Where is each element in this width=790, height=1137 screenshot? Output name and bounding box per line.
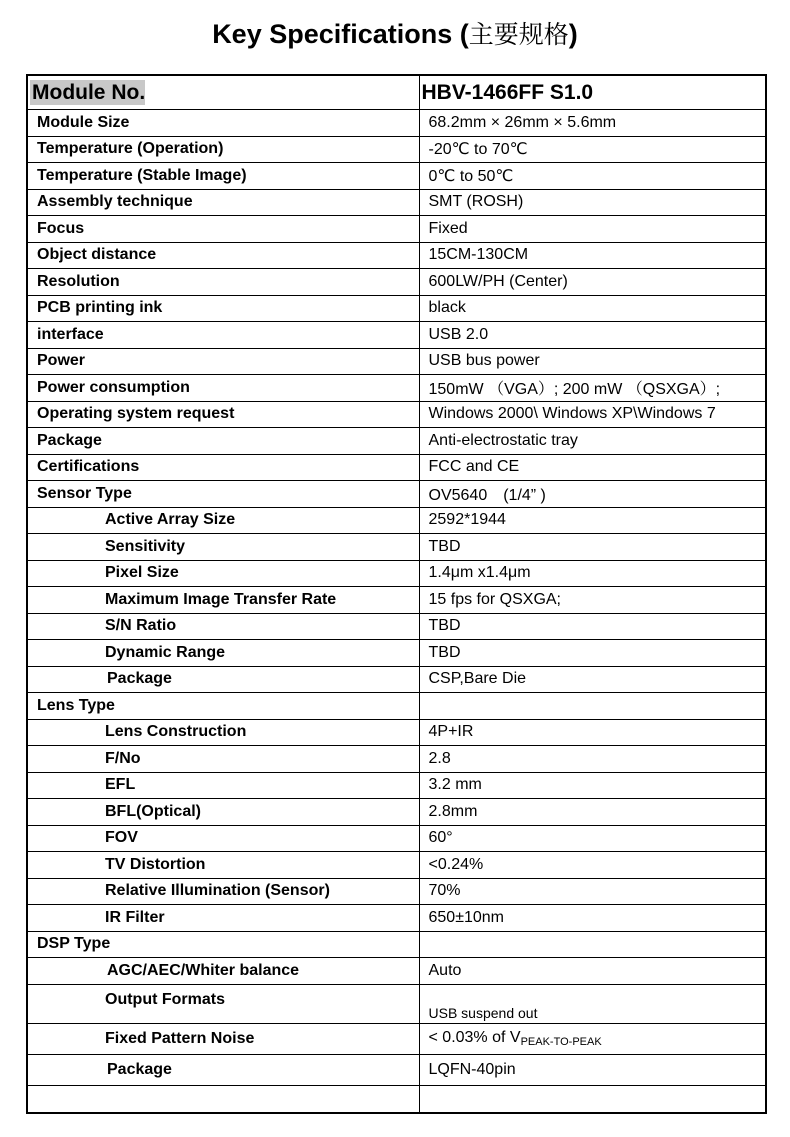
- row-label: Maximum Image Transfer Rate: [27, 587, 419, 614]
- row-label: FOV: [27, 825, 419, 852]
- empty-cell: [419, 1085, 766, 1113]
- row-value: 0℃ to 50℃: [419, 163, 766, 190]
- row-value: 1.4μm x1.4μm: [419, 560, 766, 587]
- row-label: Output Formats: [27, 984, 419, 1023]
- row-value: 68.2mm × 26mm × 5.6mm: [419, 110, 766, 137]
- table-row: [27, 878, 766, 905]
- table-row: [27, 640, 766, 667]
- row-value: -20℃ to 70℃: [419, 136, 766, 163]
- row-label: AGC/AEC/Whiter balance: [27, 958, 419, 985]
- table-row: [27, 110, 766, 137]
- row-label: Certifications: [27, 454, 419, 481]
- table-row: [27, 136, 766, 163]
- row-value: Auto: [419, 958, 766, 985]
- table-row: [27, 295, 766, 322]
- table-row: [27, 401, 766, 428]
- row-value: TBD: [419, 534, 766, 561]
- row-value: black: [419, 295, 766, 322]
- row-label: Temperature (Stable Image): [27, 163, 419, 190]
- row-label: Fixed Pattern Noise: [27, 1023, 419, 1054]
- row-label: EFL: [27, 772, 419, 799]
- row-value: [419, 693, 766, 720]
- row-value: TBD: [419, 640, 766, 667]
- table-row: [27, 719, 766, 746]
- table-row: [27, 481, 766, 508]
- table-row: [27, 825, 766, 852]
- row-label: Module Size: [27, 110, 419, 137]
- row-label: Dynamic Range: [27, 640, 419, 667]
- table-row: [27, 534, 766, 561]
- table-row: [27, 613, 766, 640]
- row-label: Lens Construction: [27, 719, 419, 746]
- row-label: Object distance: [27, 242, 419, 269]
- table-row: [27, 852, 766, 879]
- row-value: 70%: [419, 878, 766, 905]
- table-row: [27, 163, 766, 190]
- row-value: USB 2.0: [419, 322, 766, 349]
- row-value: Fixed: [419, 216, 766, 243]
- row-value: 60°: [419, 825, 766, 852]
- table-row: [27, 958, 766, 985]
- row-value: [419, 1023, 766, 1054]
- row-label: Assembly technique: [27, 189, 419, 216]
- row-label: Temperature (Operation): [27, 136, 419, 163]
- row-label: Resolution: [27, 269, 419, 296]
- row-label: F/No: [27, 746, 419, 773]
- row-label: S/N Ratio: [27, 613, 419, 640]
- table-row: [27, 216, 766, 243]
- row-value: 15 fps for QSXGA;: [419, 587, 766, 614]
- table-header-row: [27, 75, 766, 110]
- row-label: IR Filter: [27, 905, 419, 932]
- row-label: Operating system request: [27, 401, 419, 428]
- table-row: [27, 348, 766, 375]
- table-row: [27, 428, 766, 455]
- table-row: [27, 772, 766, 799]
- row-label: Lens Type: [27, 693, 419, 720]
- table-row: [27, 375, 766, 402]
- table-row: [27, 560, 766, 587]
- table-row: [27, 984, 766, 1023]
- row-value: 2592*1944: [419, 507, 766, 534]
- title-text: Key Specifications (: [212, 19, 469, 49]
- table-row: [27, 322, 766, 349]
- row-value: [419, 931, 766, 958]
- row-label: Package: [27, 1054, 419, 1085]
- row-label: Sensitivity: [27, 534, 419, 561]
- page-title: [0, 14, 790, 55]
- row-label: Relative Illumination (Sensor): [27, 878, 419, 905]
- table-row: [27, 905, 766, 932]
- row-value: 150mW （VGA）; 200 mW （QSXGA）;: [419, 375, 766, 402]
- row-value: CSP,Bare Die: [419, 666, 766, 693]
- row-value: <0.24%: [419, 852, 766, 879]
- row-value: 2.8: [419, 746, 766, 773]
- title-close: ): [568, 19, 578, 49]
- row-value: 600LW/PH (Center): [419, 269, 766, 296]
- title-chinese: 主要规格: [468, 20, 569, 49]
- fpn-subscript: PEAK-TO-PEAK: [520, 1036, 602, 1048]
- row-label: TV Distortion: [27, 852, 419, 879]
- row-label: Sensor Type: [27, 481, 419, 508]
- module-no-label: Module No.: [27, 75, 419, 110]
- empty-cell: [27, 1085, 419, 1113]
- module-no-value: HBV-1466FF S1.0: [419, 75, 766, 110]
- table-row: [27, 1023, 766, 1054]
- table-row: [27, 1054, 766, 1085]
- table-row: [27, 746, 766, 773]
- table-row: [27, 666, 766, 693]
- row-value: 2.8mm: [419, 799, 766, 826]
- row-value: USB suspend out: [419, 984, 766, 1023]
- lens-type-row: [27, 693, 766, 720]
- table-row: [27, 269, 766, 296]
- empty-row: [27, 1085, 766, 1113]
- row-value: LQFN-40pin: [419, 1054, 766, 1085]
- table-row: [27, 587, 766, 614]
- dsp-type-row: [27, 931, 766, 958]
- row-value: FCC and CE: [419, 454, 766, 481]
- row-value: 4P+IR: [419, 719, 766, 746]
- row-value: USB bus power: [419, 348, 766, 375]
- row-label: Package: [27, 428, 419, 455]
- table-row: [27, 242, 766, 269]
- row-label: Power: [27, 348, 419, 375]
- table-row: [27, 507, 766, 534]
- row-label: Focus: [27, 216, 419, 243]
- row-label: interface: [27, 322, 419, 349]
- row-value: Anti-electrostatic tray: [419, 428, 766, 455]
- fpn-value: < 0.03% of V: [428, 1029, 521, 1046]
- table-row: [27, 799, 766, 826]
- row-value: 15CM-130CM: [419, 242, 766, 269]
- row-value: 3.2 mm: [419, 772, 766, 799]
- table-row: [27, 189, 766, 216]
- row-label: BFL(Optical): [27, 799, 419, 826]
- row-label: PCB printing ink: [27, 295, 419, 322]
- row-label: Active Array Size: [27, 507, 419, 534]
- table-row: [27, 454, 766, 481]
- row-value: Windows 2000\ Windows XP\Windows 7: [419, 401, 766, 428]
- row-value: 650±10nm: [419, 905, 766, 932]
- row-value: SMT (ROSH): [419, 189, 766, 216]
- row-value: OV5640 (1/4” ): [419, 481, 766, 508]
- row-label: DSP Type: [27, 931, 419, 958]
- row-label: Pixel Size: [27, 560, 419, 587]
- row-label: Package: [27, 666, 419, 693]
- row-label: Power consumption: [27, 375, 419, 402]
- spec-table: [26, 74, 767, 1114]
- row-value: TBD: [419, 613, 766, 640]
